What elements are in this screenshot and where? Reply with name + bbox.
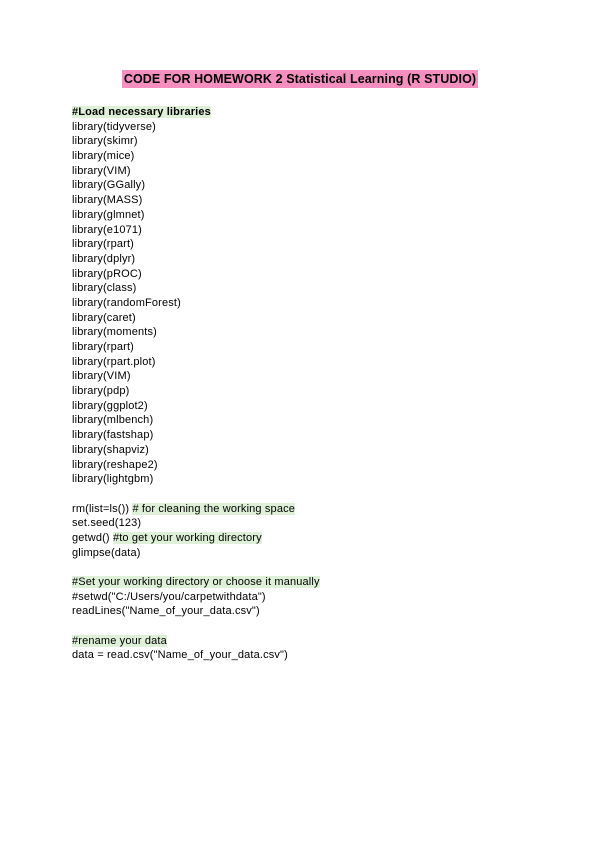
rm-comment: # for cleaning the working space: [132, 502, 296, 515]
library-line: library(GGally): [72, 179, 146, 192]
library-line: library(e1071): [72, 223, 142, 236]
directory-comment-line: [72, 575, 320, 590]
rename-comment: #rename your data: [72, 634, 167, 647]
document-title: CODE FOR HOMEWORK 2 Statistical Learning (R STUDIO): [123, 72, 477, 86]
library-line: library(fastshap): [72, 429, 154, 442]
rm-line: [72, 502, 320, 517]
rm-code: rm(list=ls()): [72, 502, 133, 515]
title-row: [0, 70, 600, 88]
library-list: [72, 120, 320, 487]
getwd-code: getwd(): [72, 531, 113, 544]
libraries-comment-line: [72, 105, 320, 120]
setwd-line: #setwd("C:/Users/you/carpetwithdata"): [72, 590, 266, 603]
glimpse-line: glimpse(data): [72, 546, 141, 559]
library-line: library(shapviz): [72, 443, 149, 456]
libraries-comment: #Load necessary libraries: [72, 106, 211, 118]
blank-line: [72, 619, 320, 634]
library-line: library(pdp): [72, 385, 130, 398]
library-line: library(glmnet): [72, 208, 145, 221]
library-line: library(caret): [72, 311, 136, 324]
library-line: library(rpart): [72, 238, 134, 251]
seed-line: set.seed(123): [72, 517, 142, 530]
library-line: library(pROC): [72, 267, 142, 280]
readlines-line: readLines("Name_of_your_data.csv"): [72, 605, 260, 618]
library-line: library(randomForest): [72, 296, 181, 309]
library-line: library(lightgbm): [72, 473, 154, 486]
library-line: library(ggplot2): [72, 399, 148, 412]
library-line: library(MASS): [72, 194, 143, 207]
library-line: library(tidyverse): [72, 120, 156, 133]
library-line: library(rpart): [72, 341, 134, 353]
getwd-line: [72, 531, 320, 546]
blank-line: [72, 487, 320, 502]
blank-line: [72, 560, 320, 575]
library-line: library(mlbench): [72, 414, 154, 427]
directory-comment: #Set your working directory or choose it manually: [72, 576, 320, 588]
library-line: library(moments): [72, 326, 157, 339]
library-line: library(dplyr): [72, 252, 136, 265]
library-line: library(mice): [72, 150, 135, 163]
getwd-comment: #to get your working directory: [112, 531, 262, 544]
library-line: library(rpart.plot): [72, 355, 156, 368]
library-line: library(VIM): [72, 164, 131, 177]
library-line: library(class): [72, 282, 137, 295]
read-csv-line: data = read.csv("Name_of_your_data.csv"): [72, 649, 288, 662]
library-line: library(VIM): [72, 370, 131, 383]
library-line: library(reshape2): [72, 458, 158, 471]
code-block: [72, 105, 320, 663]
library-line: library(skimr): [72, 135, 138, 148]
rename-comment-line: [72, 634, 320, 649]
